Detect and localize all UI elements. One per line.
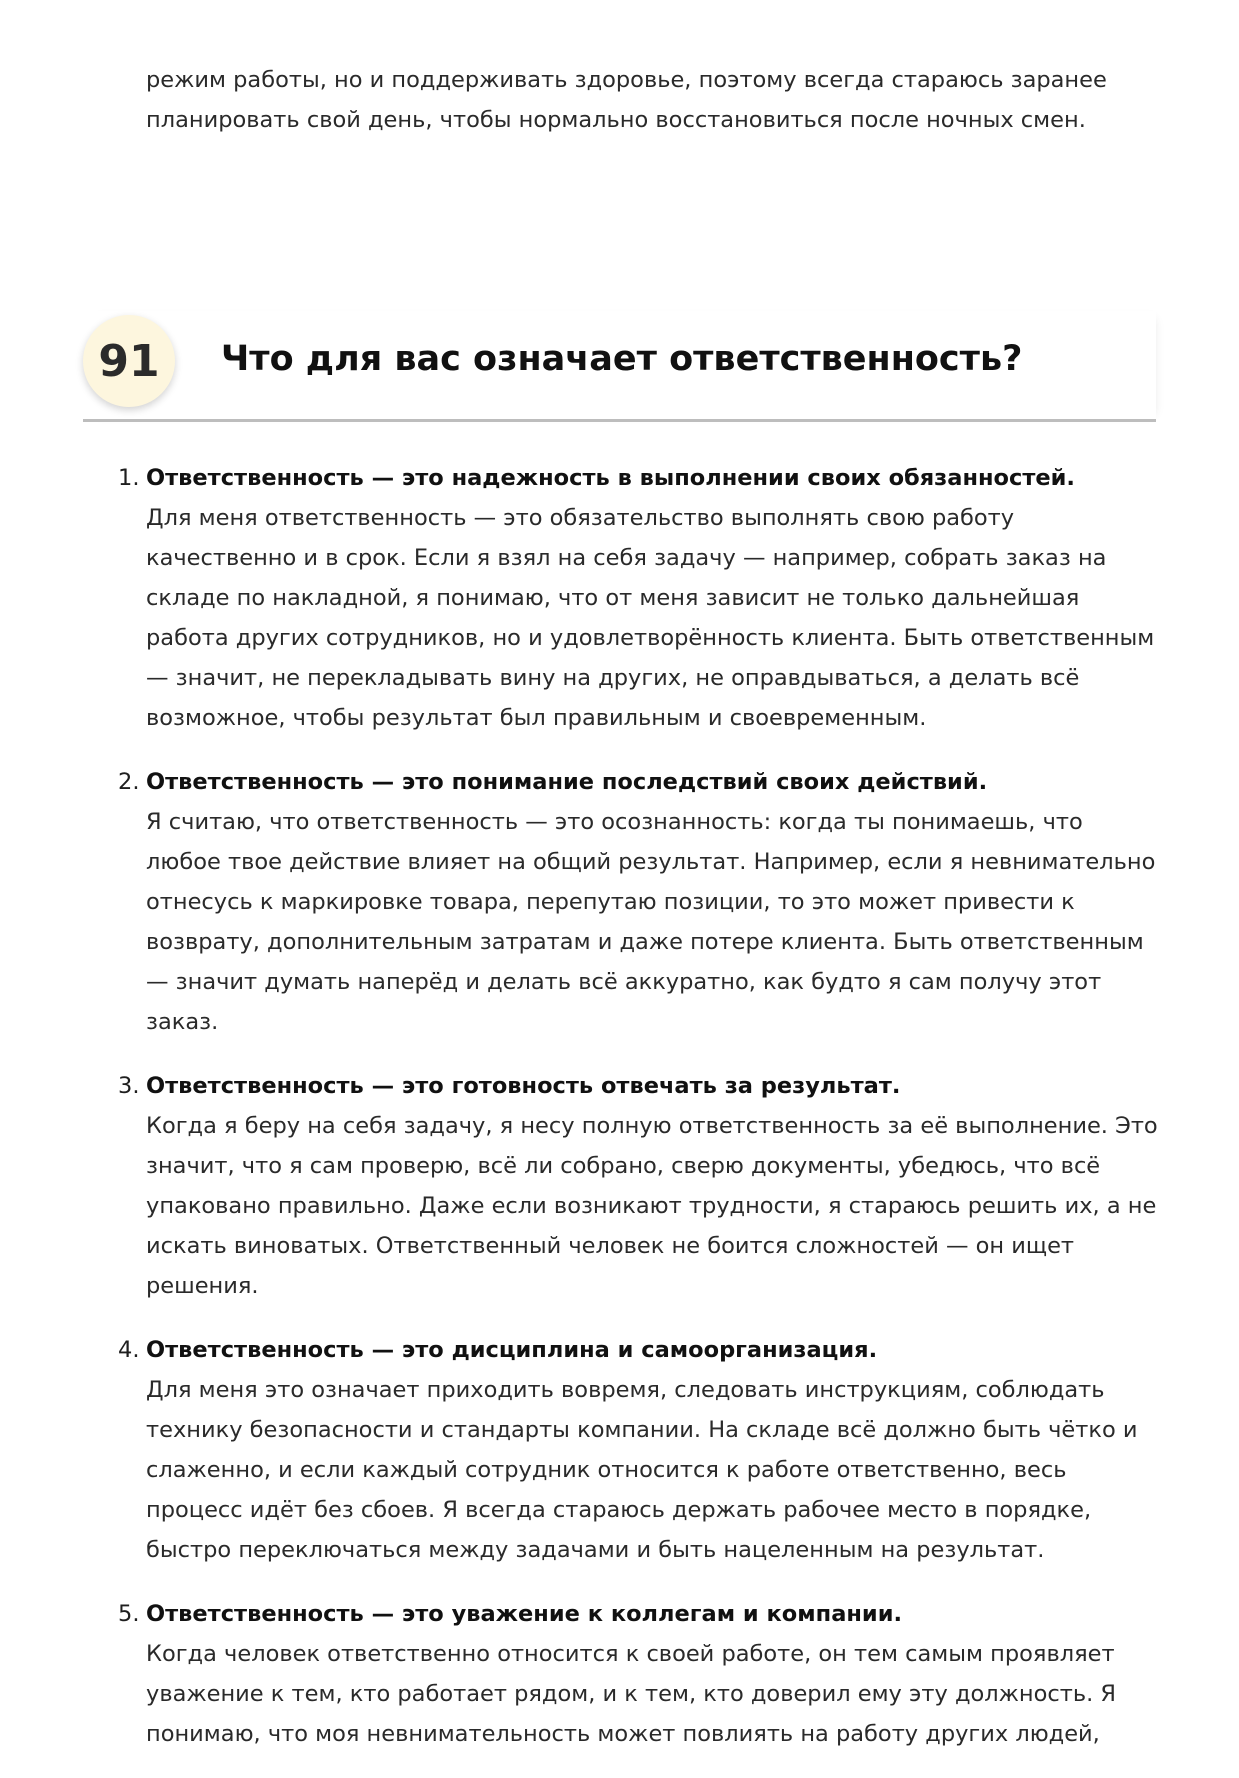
answer-body: Для меня это означает приходить вовремя, следовать инструкциям, соблюдать технику безопасности и стандарты компании. На складе всё должно быть чётко и слаженно, и если каждый сотрудник относится к работе ответственно, весь процесс идёт без сбоев. Я всегда стараюсь держать рабочее место в порядке, быстро переключаться между задачами и быть нацеленным на результат.: [146, 1377, 1138, 1563]
question-header: [83, 311, 1156, 422]
answer-body: Я считаю, что ответственность — это осознанность: когда ты понимаешь, что любое твое действие влияет на общий результат. Например, если я невнимательно отнесусь к маркировке товара, перепутаю позиции, то это может привести к возврату, дополнительным затратам и даже потере клиента. Быть ответственным — значит думать наперёд и делать всё аккуратно, как будто я сам получу этот заказ.: [146, 809, 1156, 1035]
answer-item: [118, 762, 1161, 1042]
answer-heading: Ответственность — это уважение к коллегам и компании.: [146, 1601, 903, 1627]
answer-item: [118, 1066, 1161, 1306]
answer-number: 2.: [118, 769, 140, 795]
answer-body: Для меня ответственность — это обязательство выполнять свою работу качественно и в срок. Если я взял на себя задачу — например, собрать заказ на складе по накладной, я понимаю, что от меня зависит не только дальнейшая работа других сотрудников, но и удовлетворённость клиента. Быть ответственным — значит, не перекладывать вину на других, не оправдываться, а делать всё возможное, чтобы результат был правильным и своевременным.: [146, 505, 1155, 731]
answer-body: Когда человек ответственно относится к своей работе, он тем самым проявляет уважение к тем, кто работает рядом, и к тем, кто доверил ему эту должность. Я понимаю, что моя невнимательность может повлиять на работу других людей,: [146, 1641, 1117, 1747]
answer-heading: Ответственность — это надежность в выполнении своих обязанностей.: [146, 465, 1075, 491]
answer-number: 3.: [118, 1073, 140, 1099]
intro-paragraph: [146, 60, 1156, 140]
intro-text: режим работы, но и поддерживать здоровье, поэтому всегда стараюсь заранее планировать свой день, чтобы нормально восстановиться после ночных смен.: [146, 67, 1107, 133]
answer-heading: Ответственность — это понимание последствий своих действий.: [146, 769, 988, 795]
answer-number: 5.: [118, 1601, 140, 1627]
question-title: Что для вас означает ответственность?: [221, 339, 1023, 379]
answer-heading: Ответственность — это готовность отвечать за результат.: [146, 1073, 901, 1099]
question-number-badge: 91: [83, 315, 175, 407]
answer-number: 4.: [118, 1337, 140, 1363]
answer-body: Когда я беру на себя задачу, я несу полную ответственность за её выполнение. Это значит, что я сам проверю, всё ли собрано, сверю документы, убедюсь, что всё упаковано правильно. Даже если возникают трудности, я стараюсь решить их, а не искать виноватых. Ответственный человек не боится сложностей — он ищет решения.: [146, 1113, 1158, 1299]
answer-item: [118, 1330, 1161, 1570]
answer-list: [118, 458, 1161, 1778]
answer-item: [118, 458, 1161, 738]
answer-heading: Ответственность — это дисциплина и самоорганизация.: [146, 1337, 878, 1363]
answer-number: 1.: [118, 465, 140, 491]
answer-item: [118, 1594, 1161, 1754]
